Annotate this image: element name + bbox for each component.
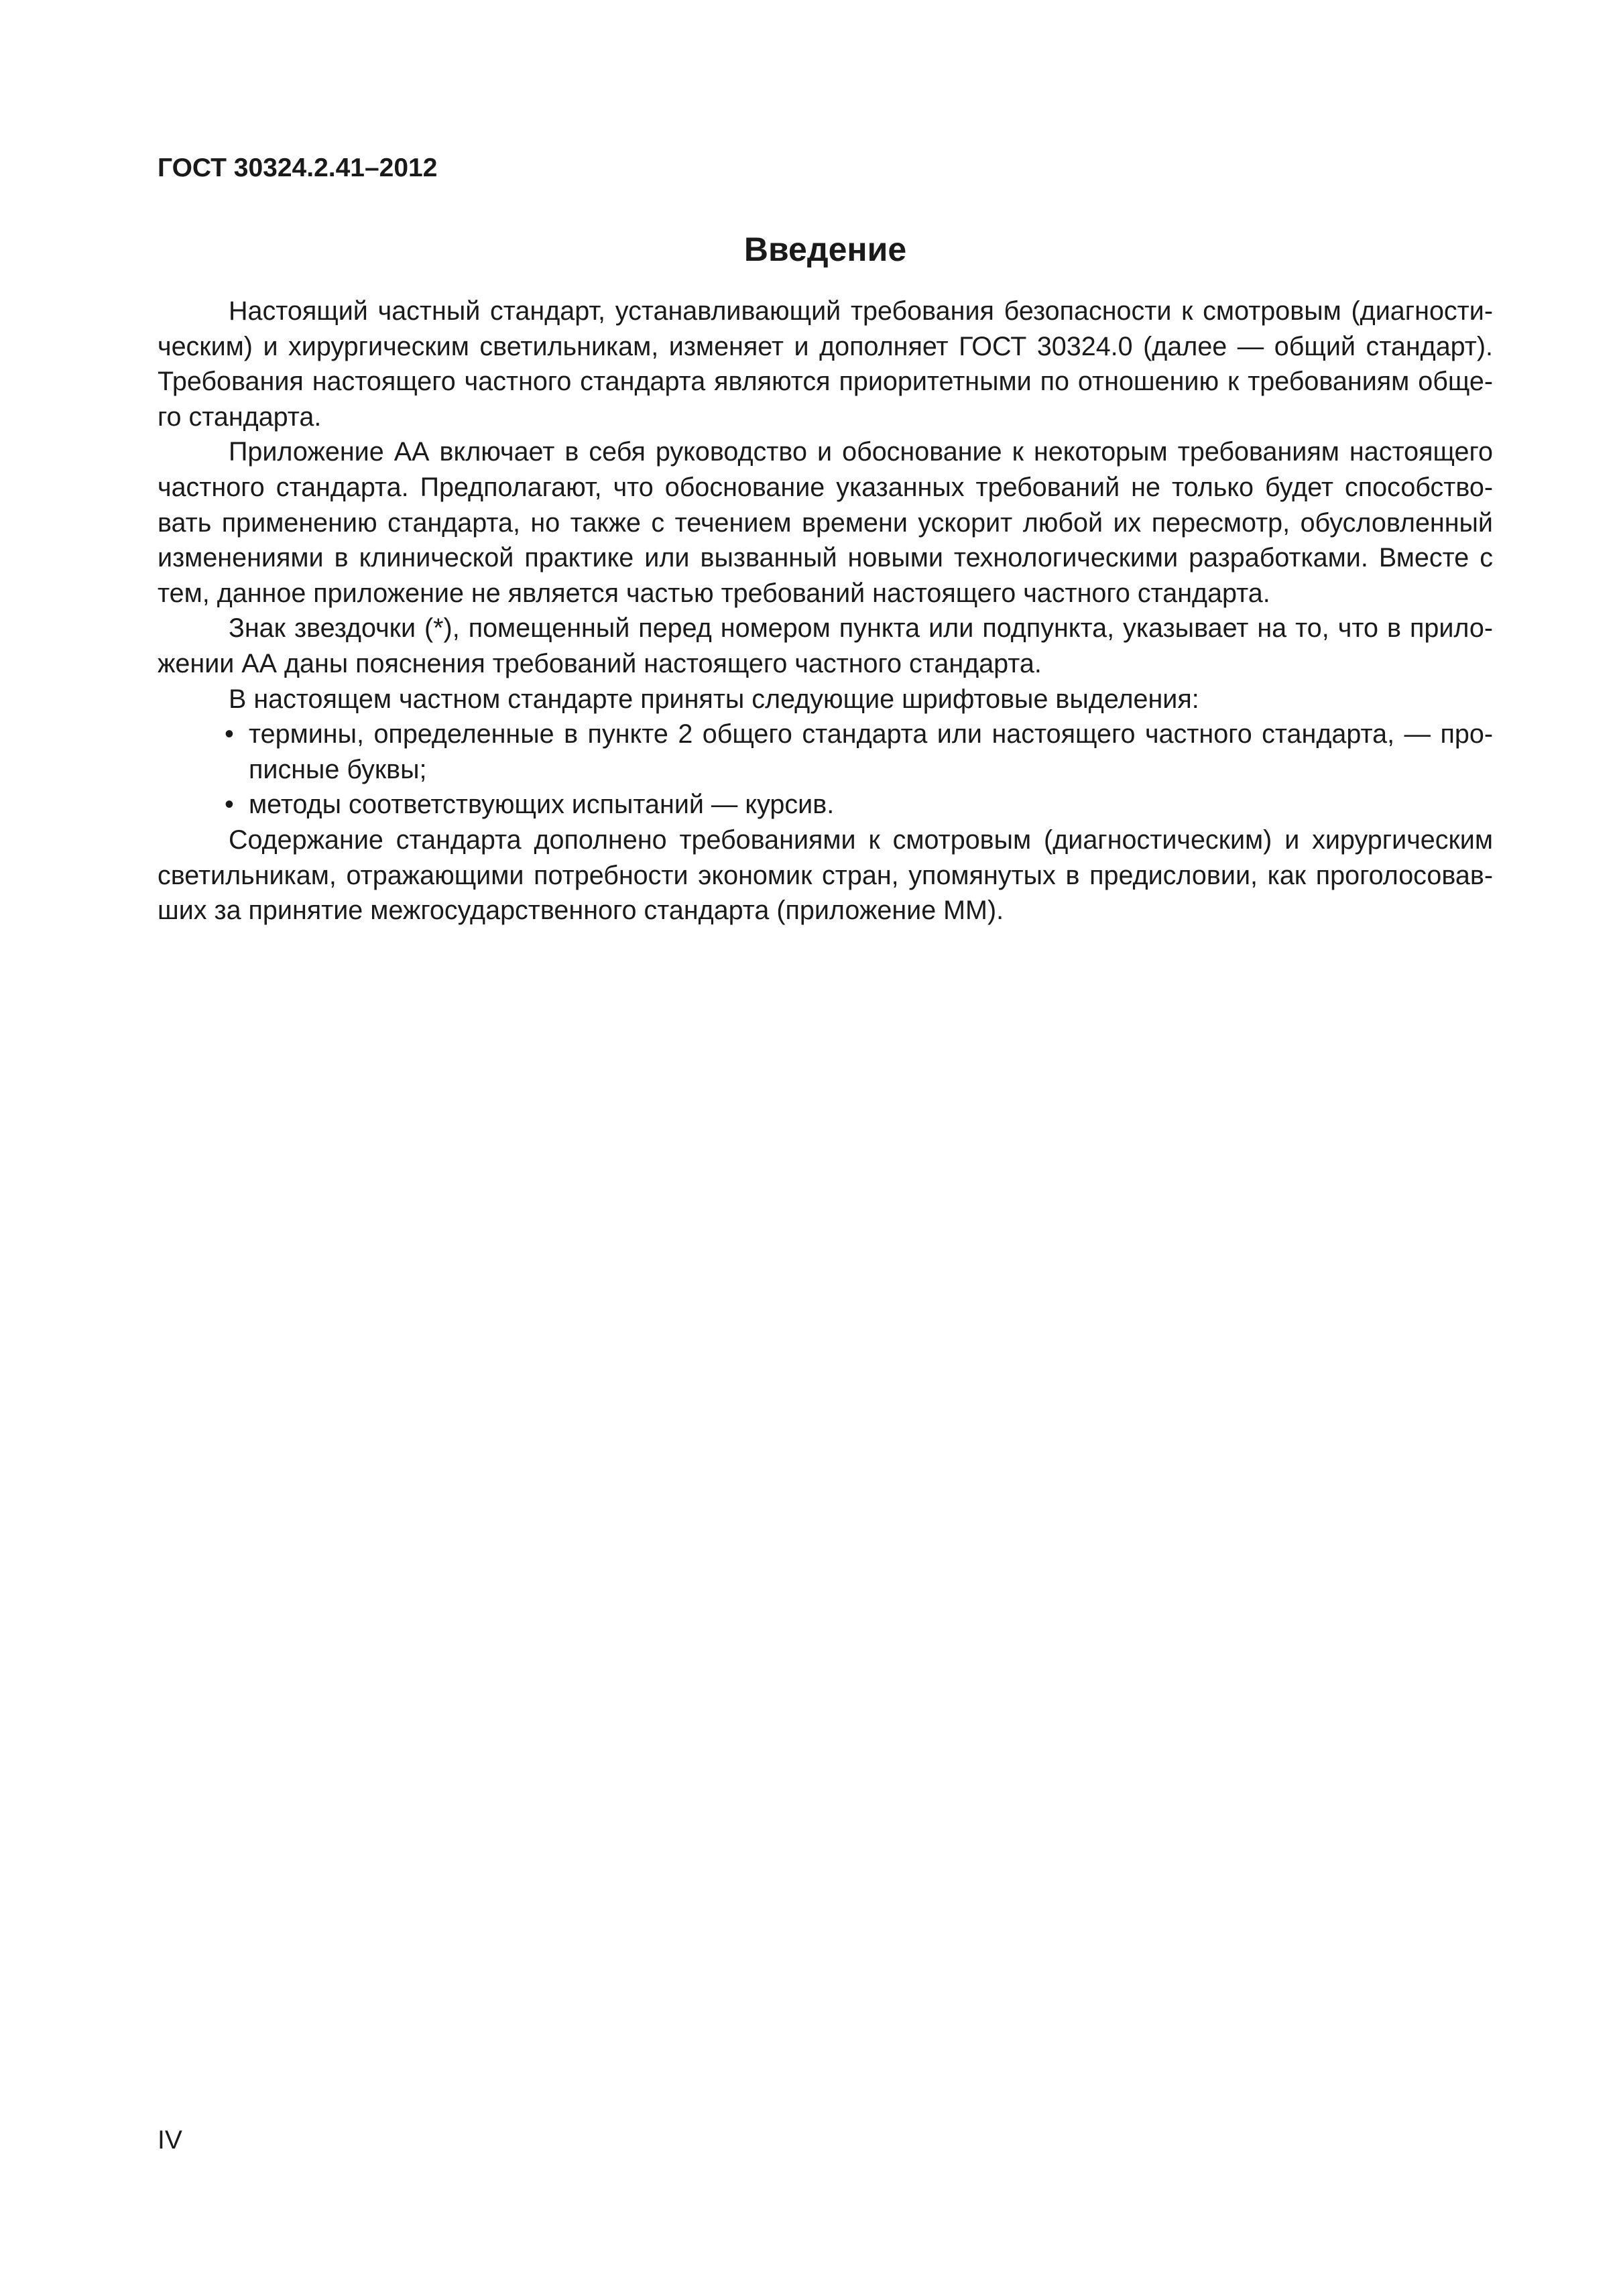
- list-item: [158, 787, 1493, 823]
- paragraph-asterisk: Знак звездочки (*), помещенный перед номером пункта или подпункта, указывает на то, что в приложении АА даны пояснения требований настоящего частного стандарта.: [158, 613, 1493, 678]
- section-title: Введение: [743, 231, 907, 268]
- paragraph-annex-aa: Приложение АА включает в себя руководство и обоснование к некоторым требованиям настоящего частного стандарта. Предполагают, что обоснование указанных требований не только будет способствовать применению стандарта, но также с течением времени ускорит любой их пересмотр, обусловленный изменениями в клинической практике или вызванный новыми технологическими разработками. Вместе с тем, данное приложение не является частью требований настоящего частного стандарта.: [158, 437, 1493, 608]
- list-item-text: термины, определенные в пункте 2 общего стандарта или настоящего частного стандарта, — прописные буквы;: [249, 719, 1493, 784]
- page-number: IV: [158, 2126, 182, 2155]
- introduction-body: [158, 294, 1493, 928]
- list-item: [158, 717, 1493, 787]
- paragraph-closing: Содержание стандарта дополнено требованиями к смотровым (диагностическим) и хирургическим светильникам, отражающими потребности экономик стран, упомянутых в предисловии, как проголосовавших за принятие межгосударственного стандарта (приложение ММ).: [158, 825, 1493, 926]
- list-item-text: методы соответствующих испытаний — курсив.: [249, 790, 835, 820]
- paragraph-scope: Настоящий частный стандарт, устанавливающий требования безопасности к смотровым (диагностическим) и хирургическим светильникам, изменяет и дополняет ГОСТ 30324.0 (далее — общий стандарт). Требования настоящего частного стандарта являются приоритетными по отношению к требованиям общего стандарта.: [158, 296, 1493, 432]
- bullet-icon: •: [225, 790, 234, 820]
- bullet-icon: •: [225, 719, 234, 749]
- font-conventions-list: [158, 717, 1493, 823]
- paragraph-font-conventions: В настоящем частном стандарте приняты следующие шрифтовые выделения:: [229, 684, 1199, 714]
- document-code: ГОСТ 30324.2.41–2012: [158, 154, 438, 182]
